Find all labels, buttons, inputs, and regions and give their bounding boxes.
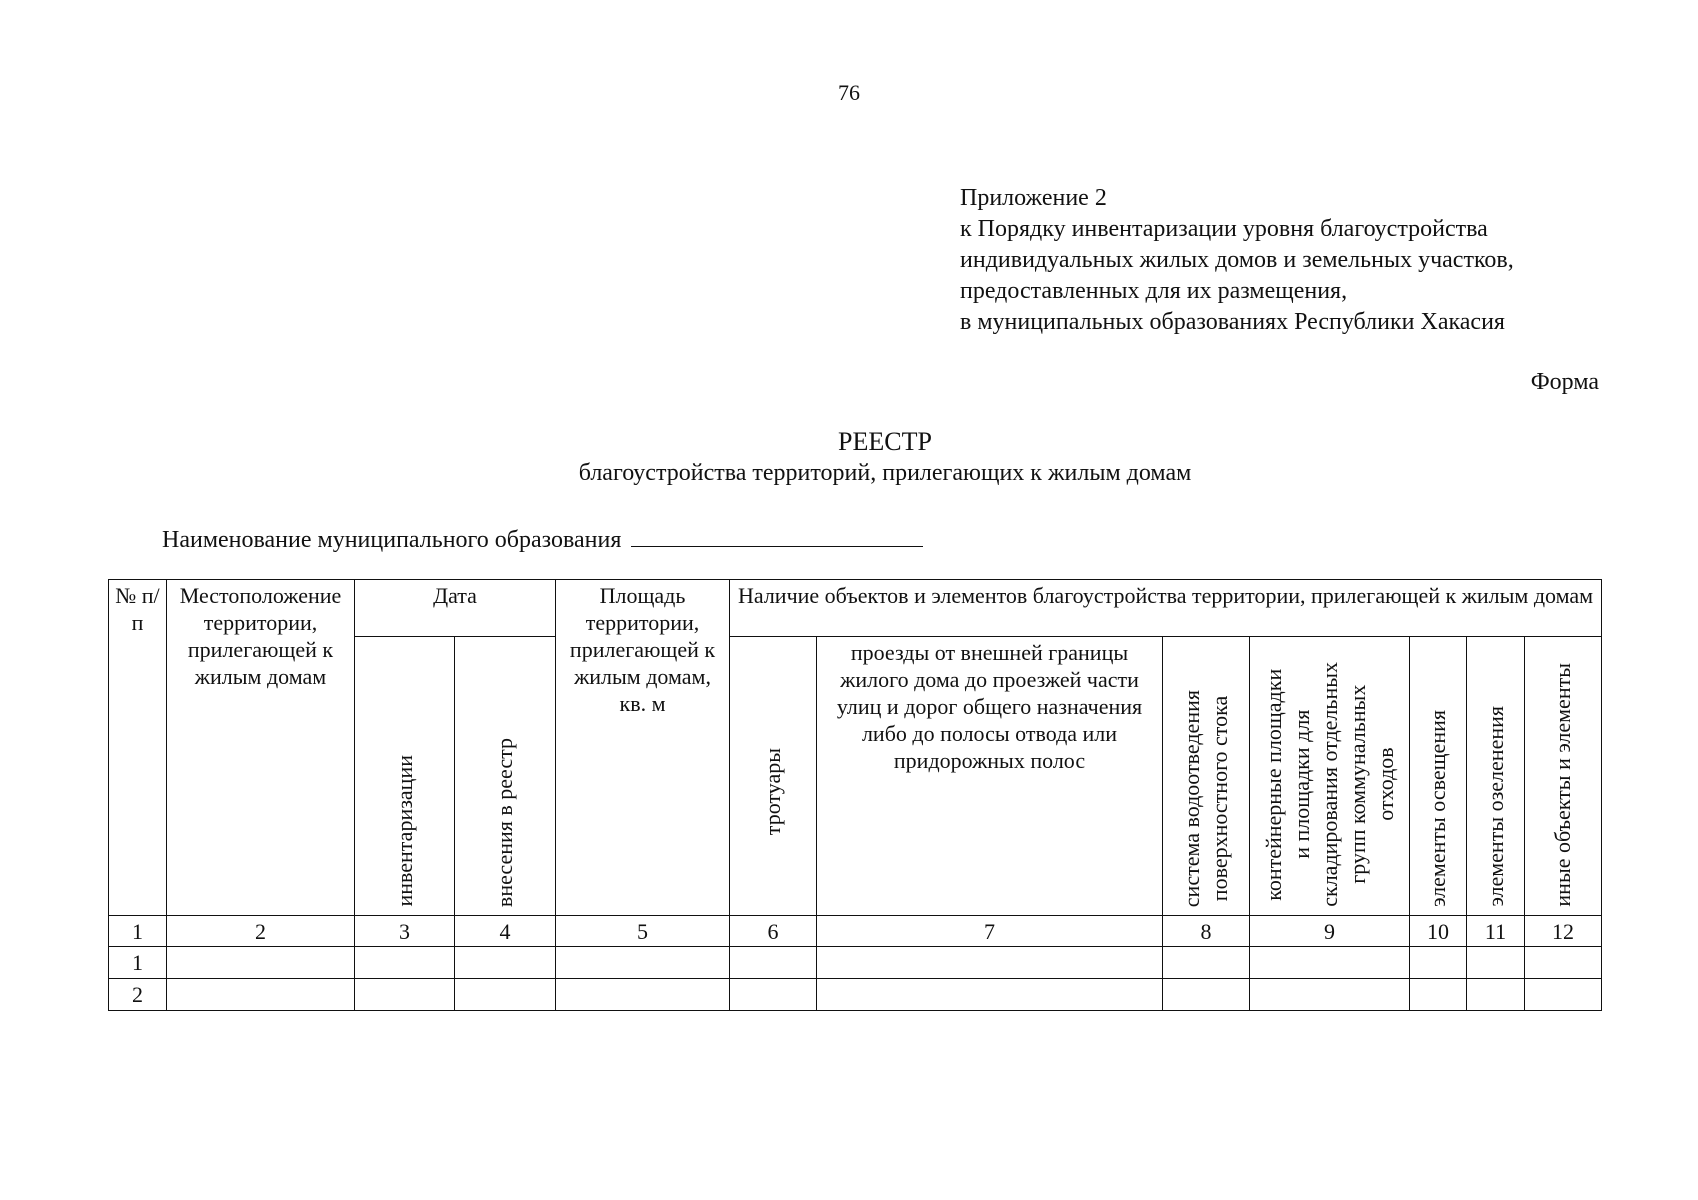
header-location: Местоположение территории, прилегающей к жилым домам (167, 580, 355, 916)
header-driveways: проезды от внешней границы жилого дома до проезжей части улиц и дорог общего назначения либо до полосы отвода или придорожных полос (817, 637, 1163, 916)
header-date: Дата (355, 580, 556, 637)
column-number: 8 (1163, 916, 1250, 947)
header-sidewalks-cell (730, 637, 817, 916)
header-other: иные объекты и элементы (1550, 663, 1576, 907)
header-greenery: элементы озеленения (1482, 706, 1508, 907)
appendix-line: индивидуальных жилых домов и земельных участков, (960, 247, 1514, 273)
form-label: Форма (1530, 369, 1599, 395)
municipality-blank-line[interactable] (631, 524, 923, 547)
municipality-label: Наименование муниципального образования (162, 527, 622, 553)
appendix-line: Приложение 2 (960, 185, 1107, 211)
column-number: 4 (455, 916, 556, 947)
cell-driveways[interactable] (817, 947, 1163, 979)
header-lighting-cell (1410, 637, 1467, 916)
header-lighting: элементы освещения (1425, 710, 1451, 907)
header-date-inventory: инвентаризации (391, 755, 417, 907)
column-number: 12 (1525, 916, 1602, 947)
header-greenery-cell (1467, 637, 1525, 916)
cell-area[interactable] (556, 947, 730, 979)
header-date-inventory-cell (355, 637, 455, 916)
row-number: 1 (109, 947, 167, 979)
cell-drainage[interactable] (1163, 947, 1250, 979)
table-row (109, 979, 1602, 1011)
cell-date-registry[interactable] (455, 979, 556, 1011)
registry-title: РЕЕСТР (838, 427, 932, 456)
header-date-registry: внесения в реестр (492, 737, 517, 907)
appendix-line: предоставленных для их размещения, (960, 278, 1348, 304)
column-number: 1 (109, 916, 167, 947)
column-number: 7 (817, 916, 1163, 947)
cell-greenery[interactable] (1467, 979, 1525, 1011)
municipality-field (162, 524, 923, 554)
cell-lighting[interactable] (1410, 979, 1467, 1011)
header-containers: контейнерные площадки и площадки для складирования отдельных групп коммунальных отходов (1260, 662, 1398, 907)
header-other-cell (1525, 637, 1602, 916)
table-row (109, 947, 1602, 979)
cell-date-inventory[interactable] (355, 979, 455, 1011)
page-number: 76 (838, 80, 860, 105)
cell-location[interactable] (167, 947, 355, 979)
appendix-block (960, 183, 1514, 338)
header-date-registry-cell (455, 637, 556, 916)
header-row-top (109, 580, 1602, 637)
cell-greenery[interactable] (1467, 947, 1525, 979)
cell-other[interactable] (1525, 979, 1602, 1011)
header-objects: Наличие объектов и элементов благоустройства территории, прилегающей к жилым домам (730, 580, 1602, 637)
row-number: 2 (109, 979, 167, 1011)
appendix-line: к Порядку инвентаризации уровня благоустройства (960, 216, 1488, 242)
cell-containers[interactable] (1250, 947, 1410, 979)
cell-sidewalks[interactable] (730, 979, 817, 1011)
header-area: Площадь территории, прилегающей к жилым домам, кв. м (556, 580, 730, 916)
header-drainage-cell (1163, 637, 1250, 916)
header-num: № п/п (109, 580, 167, 916)
cell-date-inventory[interactable] (355, 947, 455, 979)
column-numbers-row (109, 916, 1602, 947)
cell-date-registry[interactable] (455, 947, 556, 979)
column-number: 9 (1250, 916, 1410, 947)
column-number: 3 (355, 916, 455, 947)
cell-driveways[interactable] (817, 979, 1163, 1011)
cell-location[interactable] (167, 979, 355, 1011)
column-number: 6 (730, 916, 817, 947)
cell-sidewalks[interactable] (730, 947, 817, 979)
cell-containers[interactable] (1250, 979, 1410, 1011)
header-drainage: система водоотведения поверхностного стока (1179, 689, 1233, 907)
cell-drainage[interactable] (1163, 979, 1250, 1011)
cell-lighting[interactable] (1410, 947, 1467, 979)
column-number: 11 (1467, 916, 1525, 947)
column-number: 5 (556, 916, 730, 947)
registry-table (108, 579, 1602, 1011)
cell-area[interactable] (556, 979, 730, 1011)
header-sidewalks: тротуары (760, 747, 786, 835)
cell-other[interactable] (1525, 947, 1602, 979)
column-number: 10 (1410, 916, 1467, 947)
column-number: 2 (167, 916, 355, 947)
registry-subtitle: благоустройства территорий, прилегающих к жилым домам (578, 460, 1192, 486)
appendix-line: в муниципальных образованиях Республики Хакасия (960, 309, 1505, 335)
header-containers-cell (1250, 637, 1410, 916)
